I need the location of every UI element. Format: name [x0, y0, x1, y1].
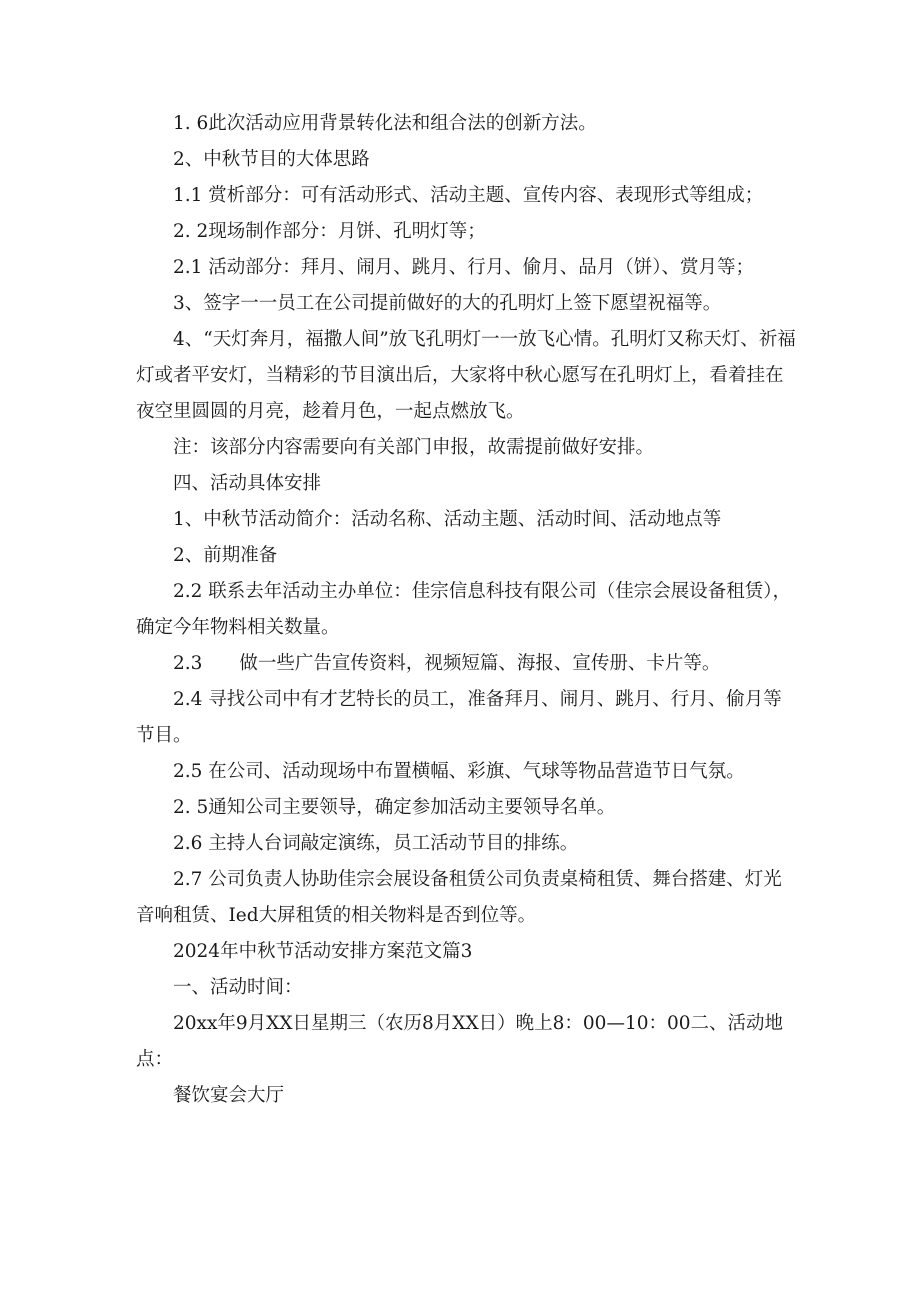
paragraph: 2、中秋节目的大体思路 [173, 149, 370, 170]
article-title: 2024年中秋节活动安排方案范文篇3 [173, 941, 473, 962]
paragraph: 2、前期准备 [173, 545, 278, 566]
paragraph: 2.2 联系去年活动主办单位：佳宗信息科技有限公司（佳宗会展设备租赁），确定今年物料相关数量。 [136, 581, 792, 638]
paragraph: 1. 6此次活动应用背景转化法和组合法的创新方法。 [173, 113, 597, 134]
paragraph: 1、中秋节活动简介：活动名称、活动主题、活动时间、活动地点等 [173, 509, 722, 530]
paragraph: 1.1 赏析部分：可有活动形式、活动主题、宣传内容、表现形式等组成； [173, 185, 764, 206]
section-heading: 四、活动具体安排 [173, 473, 322, 494]
paragraph: 2. 2现场制作部分：月饼、孔明灯等； [173, 221, 486, 242]
document-body [136, 106, 796, 1114]
paragraph: 2.3 做一些广告宣传资料，视频短篇、海报、宣传册、卡片等。 [173, 653, 721, 674]
paragraph: 2.4 寻找公司中有才艺特长的员工，准备拜月、闹月、跳月、行月、偷月等节目。 [136, 689, 782, 746]
paragraph: 3、签字一一员工在公司提前做好的大的孔明灯上签下愿望祝福等。 [173, 293, 722, 314]
paragraph: 2. 5通知公司主要领导，确定参加活动主要领导名单。 [173, 797, 616, 818]
paragraph: 2.5 在公司、活动现场中布置横幅、彩旗、气球等物品营造节日气氛。 [173, 761, 745, 782]
paragraph: 20xx年9月XX日星期三（农历8月XX日）晚上8：00—10：00二、活动地点： [136, 1013, 784, 1070]
paragraph: 2.7 公司负责人协助佳宗会展设备租赁公司负责桌椅租赁、舞台搭建、灯光音响租赁、Ied大屏租赁的相关物料是否到位等。 [136, 869, 782, 926]
paragraph: 注：该部分内容需要向有关部门申报，故需提前做好安排。 [173, 437, 655, 458]
paragraph: 2.1 活动部分：拜月、闹月、跳月、行月、偷月、品月（饼）、赏月等； [173, 257, 755, 278]
paragraph: 4、“天灯奔月，福撒人间”放飞孔明灯一一放飞心情。孔明灯又称天灯、祈福灯或者平安灯，当精彩的节目演出后，大家将中秋心愿写在孔明灯上，看着挂在夜空里圆圆的月亮，趁着月色，一起点燃放飞。 [136, 329, 796, 422]
paragraph: 2.6 主持人台词敲定演练，员工活动节目的排练。 [173, 833, 579, 854]
section-heading: 一、活动时间： [173, 977, 303, 998]
paragraph: 餐饮宴会大厅 [173, 1085, 285, 1106]
